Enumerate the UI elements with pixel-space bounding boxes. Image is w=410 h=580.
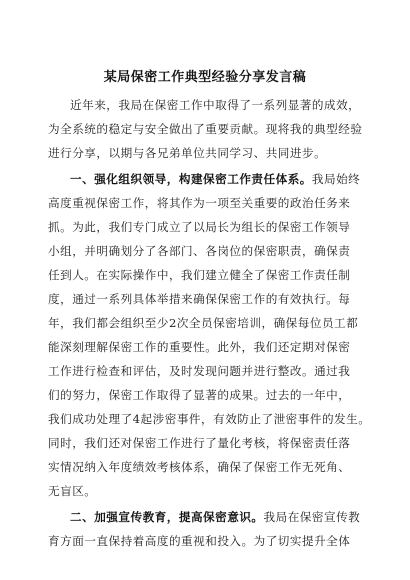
section-2-heading: 二、加强宣传教育，提高保密意识。: [70, 510, 264, 524]
section-2-line-2: 育方面一直保持着高度的重视和投入。为了切实提升全体: [48, 534, 351, 548]
section-2-line-1-text: 我局在保密宣传教: [263, 510, 361, 524]
section-1-line-1-text: 我局始终: [311, 172, 361, 186]
section-1-line-3: 抓。为此，我们专门成立了以局长为组长的保密工作领导: [48, 220, 351, 234]
section-1-line-2: 高度重视保密工作，将其作为一项至关重要的政治任务来: [48, 196, 351, 210]
section-1-line-1: [70, 174, 360, 186]
section-1-line-9: 工作进行检查和评估，及时发现问题并进行整改。通过我: [48, 364, 351, 378]
section-1-line-4: 小组，并明确划分了各部门、各岗位的保密职责，确保责: [48, 244, 351, 258]
document-title: 某局保密工作典型经验分享发言稿: [103, 70, 307, 85]
section-1-line-11: 我们成功处理了4起涉密事件，有效防止了泄密事件的发生。: [48, 412, 371, 426]
intro-line-2: 为全系统的稳定与安全做出了重要贡献。现将我的典型经验: [48, 122, 363, 136]
intro-line-3: 进行分享，以期与各兄弟单位共同学习、共同进步。: [48, 146, 327, 160]
section-1-line-7: 年，我们都会组织至少2次全员保密培训，确保每位员工都: [48, 316, 359, 330]
section-1-line-10: 们的努力，保密工作取得了显著的成果。过去的一年中，: [48, 388, 351, 402]
section-1-line-5: 任到人。在实际操作中，我们建立健全了保密工作责任制: [48, 268, 351, 282]
section-1-line-12: 同时，我们还对保密工作进行了量化考核，将保密责任落: [48, 436, 351, 450]
section-2-line-1: [70, 512, 360, 524]
section-1-line-14: 无盲区。: [48, 484, 97, 498]
section-1-heading: 一、强化组织领导，构建保密工作责任体系。: [70, 172, 312, 186]
section-1-line-13: 实情况纳入年度绩效考核体系，确保了保密工作无死角、: [48, 460, 351, 474]
section-1-line-8: 能深刻理解保密工作的重要性。此外，我们还定期对保密: [48, 340, 351, 354]
section-1-line-6: 度，通过一系列具体举措来确保保密工作的有效执行。每: [48, 292, 351, 306]
intro-line-1: 近年来，我局在保密工作中取得了一系列显著的成效，: [70, 98, 361, 112]
